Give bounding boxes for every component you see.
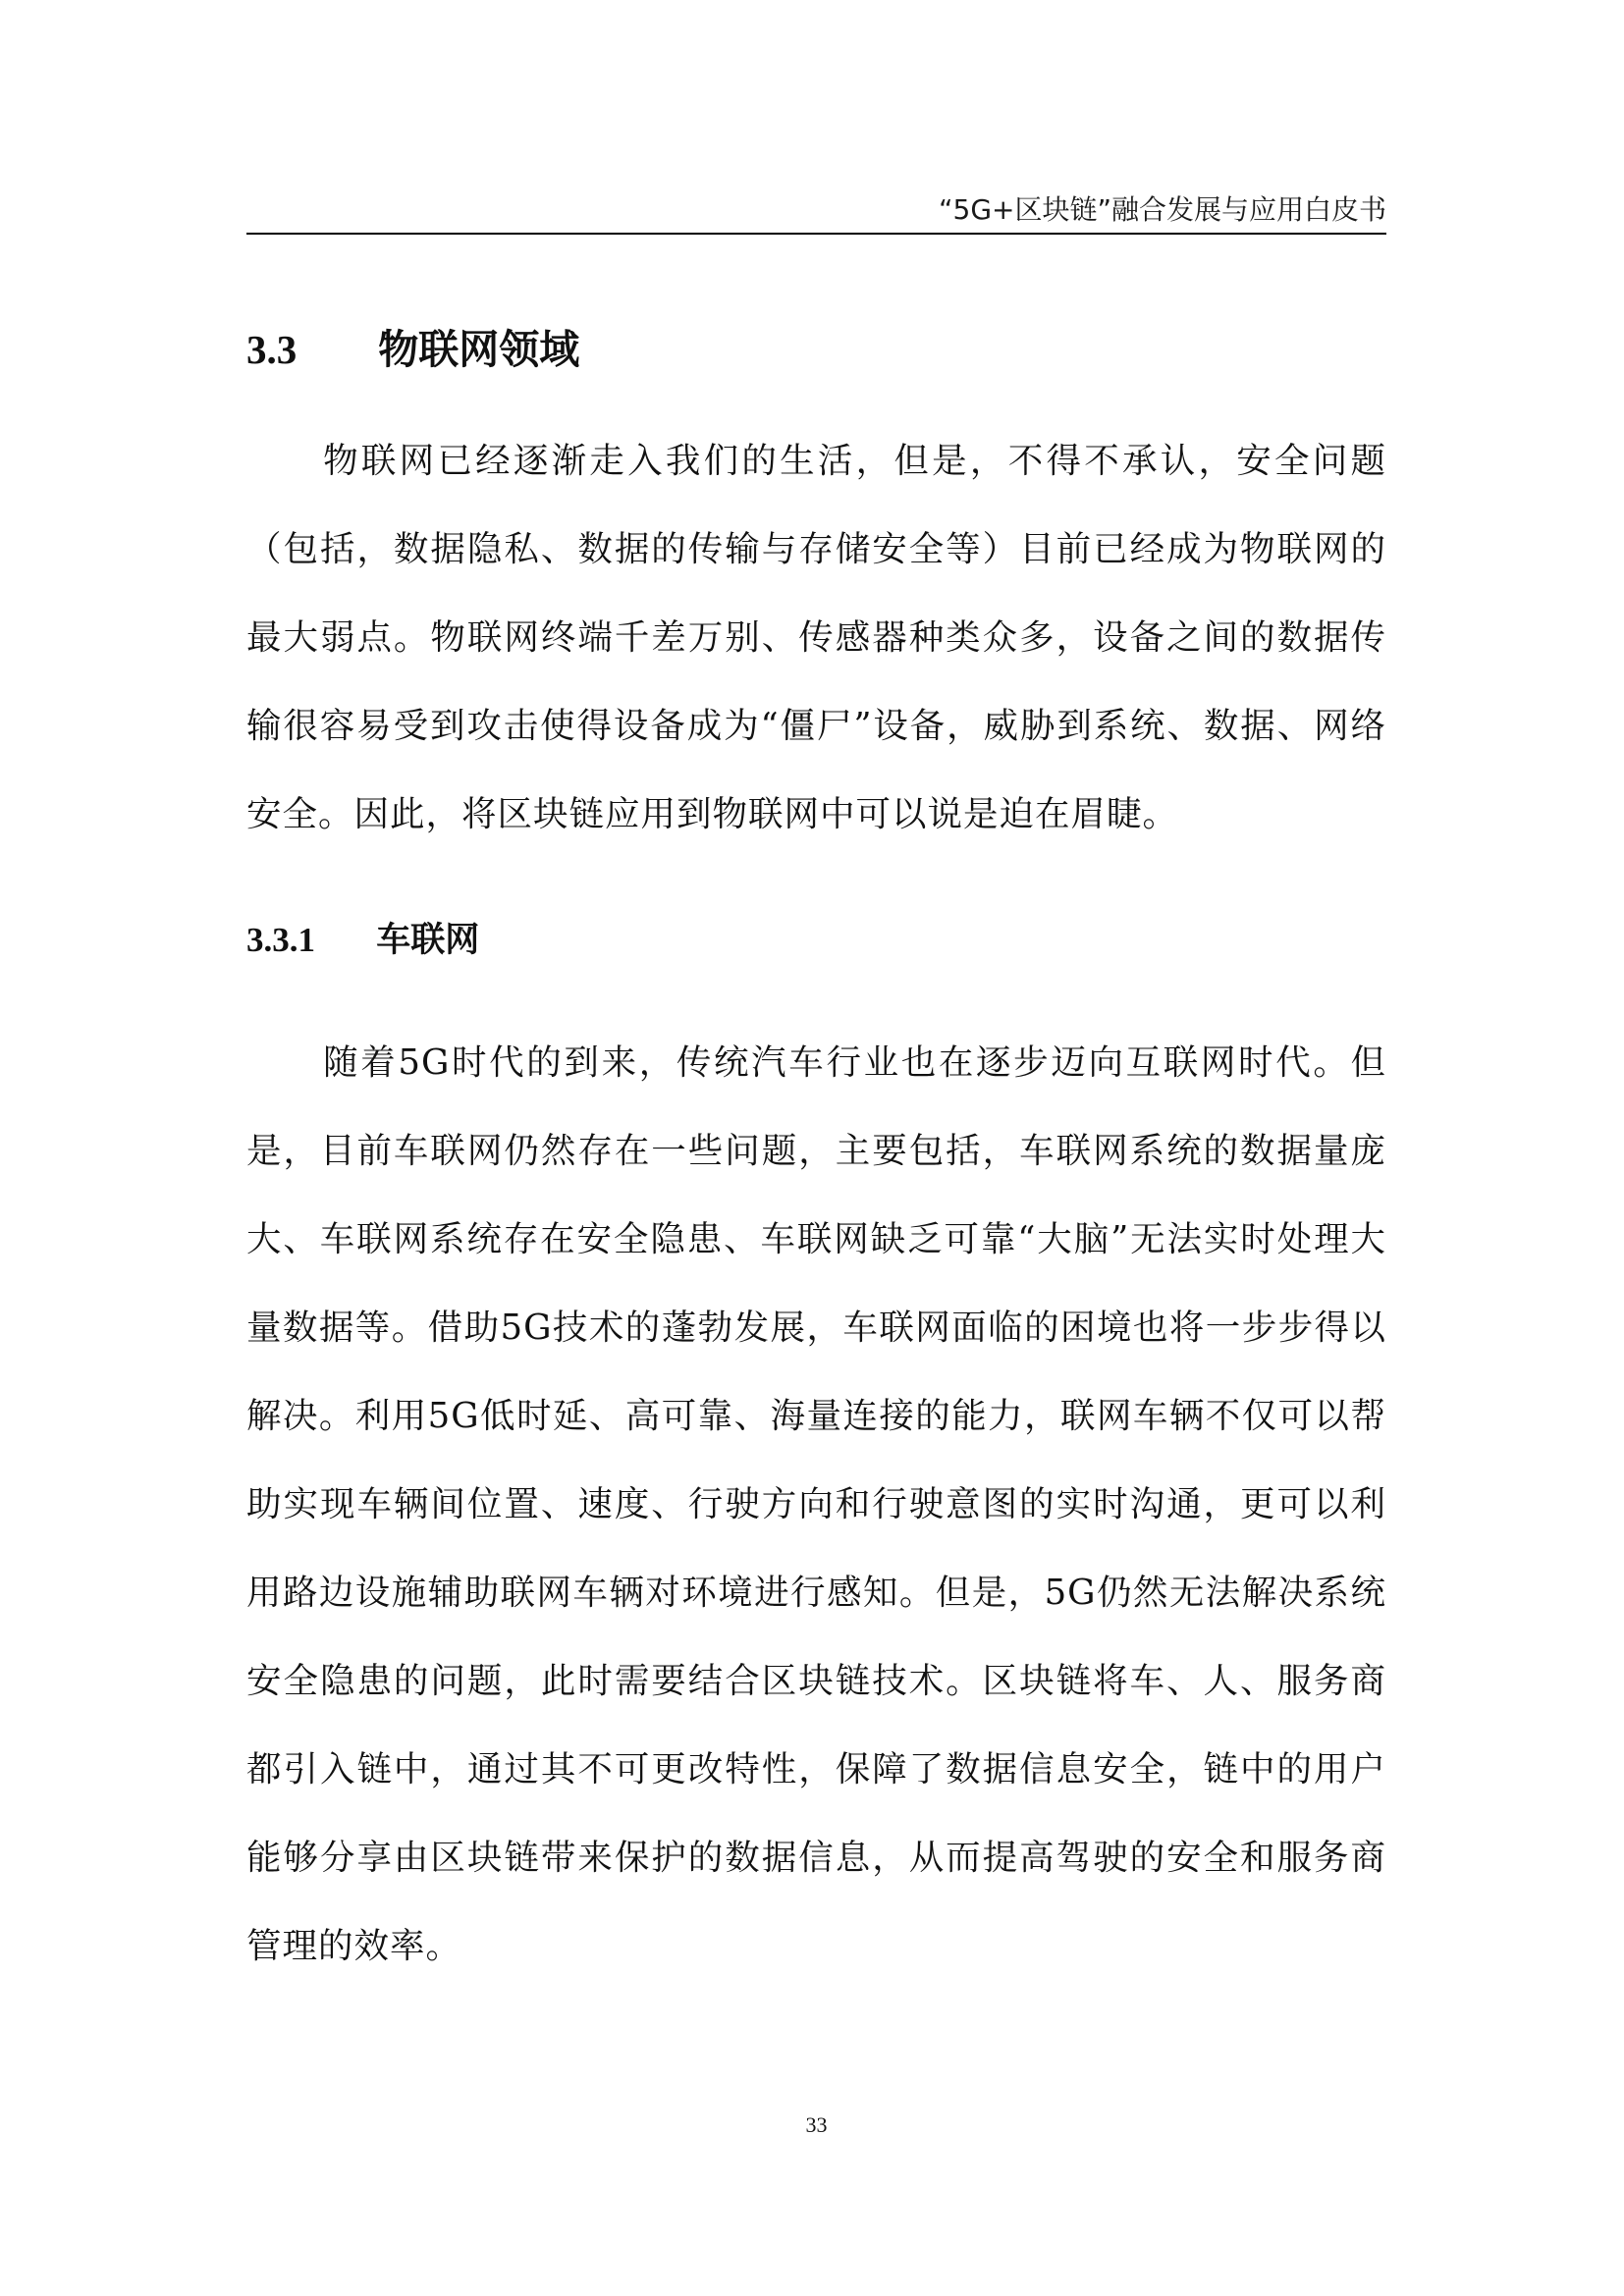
subsection-heading	[246, 917, 479, 964]
header-divider	[246, 233, 1386, 235]
subsection-number: 3.3.1	[246, 921, 315, 959]
page-number: 33	[805, 2112, 828, 2137]
subsection-paragraph: 随着5G时代的到来，传统汽车行业也在逐步迈向互联网时代。但是，目前车联网仍然存在一些问题，主要包括，车联网系统的数据量庞大、车联网系统存在安全隐患、车联网缺乏可靠“大脑”无法实时处理大量数据等。借助5G技术的蓬勃发展，车联网面临的困境也将一步步得以解决。利用5G低时延、高可靠、海量连接的能力，联网车辆不仅可以帮助实现车辆间位置、速度、行驶方向和行驶意图的实时沟通，更可以利用路边设施辅助联网车辆对环境进行感知。但是，5G仍然无法解决系统安全隐患的问题，此时需要结合区块链技术。区块链将车、人、服务商都引入链中，通过其不可更改特性，保障了数据信息安全，链中的用户能够分享由区块链带来保护的数据信息，从而提高驾驶的安全和服务商管理的效率。	[246, 1042, 1386, 1966]
section-title: 物联网领域	[378, 326, 580, 373]
section-number: 3.3	[246, 327, 298, 372]
subsection-title: 车联网	[376, 921, 480, 960]
section-heading	[246, 322, 579, 377]
running-header: “5G+区块链”融合发展与应用白皮书	[939, 193, 1386, 226]
section-paragraph: 物联网已经逐渐走入我们的生活，但是，不得不承认，安全问题（包括，数据隐私、数据的传输与存储安全等）目前已经成为物联网的最大弱点。物联网终端千差万别、传感器种类众多，设备之间的数据传输很容易受到攻击使得设备成为“僵尸”设备，威胁到系统、数据、网络安全。因此，将区块链应用到物联网中可以说是迫在眉睫。	[246, 441, 1386, 834]
